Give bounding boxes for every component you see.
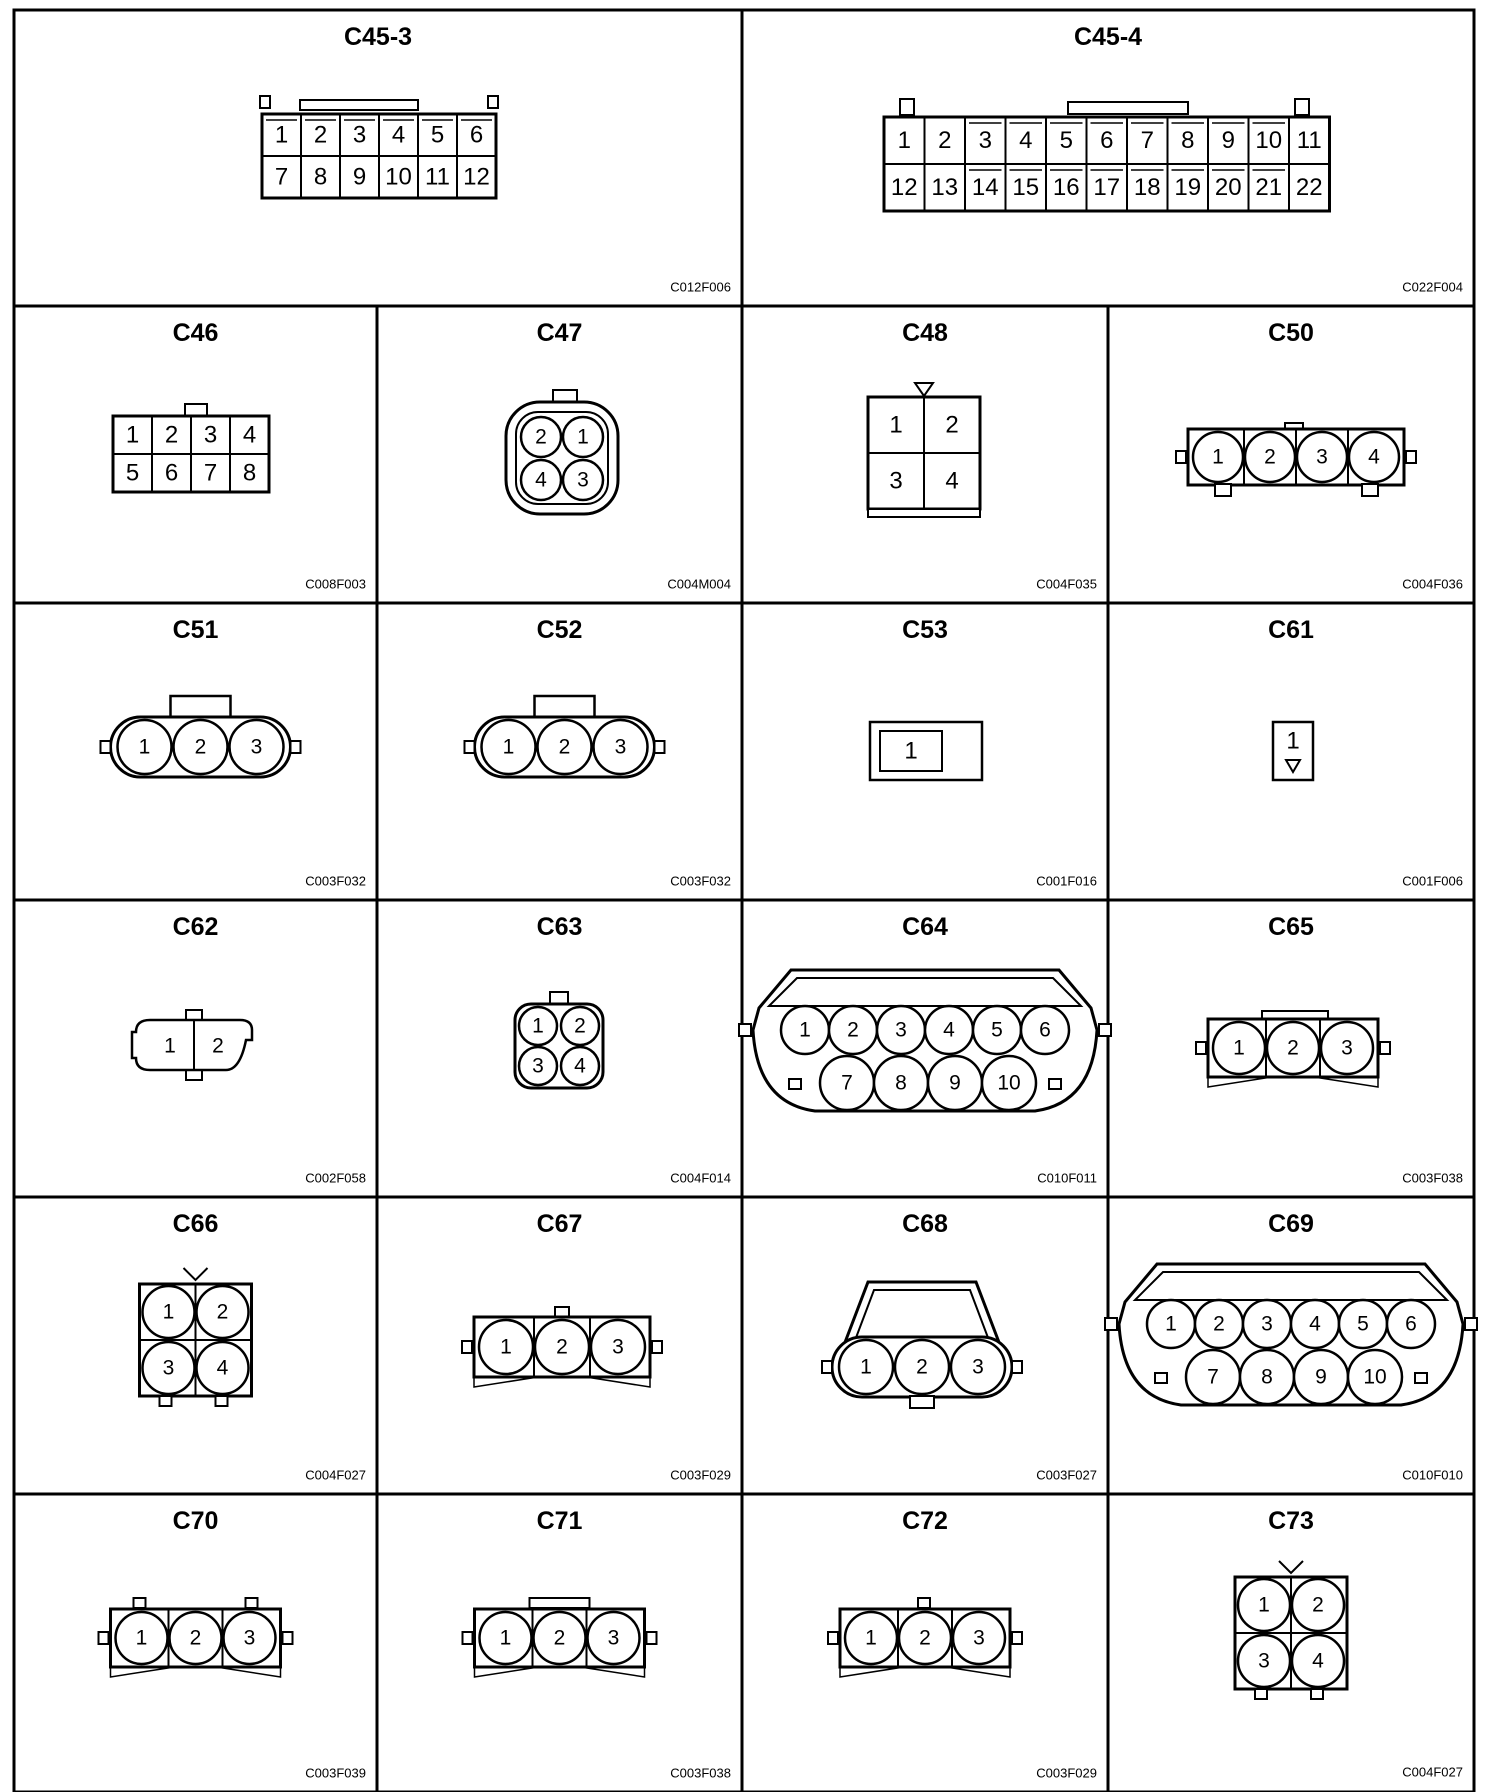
pin-number: 2 xyxy=(556,1335,568,1359)
pin-number: 1 xyxy=(1286,727,1300,755)
pin-number: 6 xyxy=(1039,1018,1051,1042)
pin-number: 2 xyxy=(313,121,328,149)
pin-number: 1 xyxy=(125,421,140,449)
connector-c50 xyxy=(1176,319,1463,592)
connector-title: C47 xyxy=(536,319,583,347)
connector-title: C61 xyxy=(1268,616,1314,644)
pin-number: 3 xyxy=(577,468,589,492)
pin-number: 11 xyxy=(1296,127,1322,154)
connector-c65 xyxy=(1196,913,1463,1186)
pin-number: 3 xyxy=(532,1054,544,1078)
pin-number: 1 xyxy=(500,1335,512,1359)
connector-c72 xyxy=(828,1507,1097,1781)
pin-number: 1 xyxy=(904,737,918,765)
connector-title: C52 xyxy=(536,616,583,644)
pin-number: 10 xyxy=(385,163,412,191)
pin-number: 21 xyxy=(1255,174,1283,201)
pin-number: 12 xyxy=(463,163,490,191)
drawing-code: C022F004 xyxy=(1402,279,1463,295)
connector-c47 xyxy=(506,319,731,592)
drawing-code: C012F006 xyxy=(670,279,731,295)
pin-number: 2 xyxy=(574,1014,586,1038)
pin-number: 1 xyxy=(799,1018,811,1042)
pin-number: 14 xyxy=(971,174,999,201)
drawing-code: C010F011 xyxy=(1037,1170,1097,1186)
pin-number: 2 xyxy=(1312,1593,1324,1617)
pin-number: 2 xyxy=(164,421,179,449)
pin-number: 15 xyxy=(1012,174,1040,201)
connector-title: C73 xyxy=(1268,1507,1314,1535)
drawing-code: C001F006 xyxy=(1402,873,1463,889)
pin-number: 2 xyxy=(553,1626,566,1650)
pin-number: 9 xyxy=(1315,1365,1327,1389)
connector-title: C53 xyxy=(902,616,948,644)
connector-c61 xyxy=(1268,616,1463,889)
connector-title: C50 xyxy=(1268,319,1314,347)
pin-number: 2 xyxy=(212,1034,224,1058)
pin-number: 3 xyxy=(1341,1036,1353,1060)
pin-number: 8 xyxy=(895,1071,907,1095)
pin-number: 5 xyxy=(125,459,140,487)
connector-title: C51 xyxy=(172,616,219,644)
pin-number: 3 xyxy=(607,1626,620,1650)
pin-number: 11 xyxy=(425,163,450,191)
connector-title: C70 xyxy=(172,1507,219,1535)
pin-number: 3 xyxy=(612,1335,624,1359)
drawing-code: C008F003 xyxy=(305,576,366,592)
connector-title: C64 xyxy=(902,913,948,941)
pin-number: 4 xyxy=(1368,445,1380,469)
pin-number: 3 xyxy=(1258,1649,1270,1673)
pin-number: 8 xyxy=(1181,127,1195,154)
drawing-code: C003F029 xyxy=(670,1467,731,1483)
connector-title: C71 xyxy=(536,1507,583,1535)
pin-number: 3 xyxy=(614,735,627,759)
connector-c51 xyxy=(101,616,367,889)
pin-number: 6 xyxy=(469,121,484,149)
pin-number: 1 xyxy=(532,1014,544,1038)
drawing-code: C002F058 xyxy=(305,1170,366,1186)
pin-number: 1 xyxy=(1212,445,1224,469)
pin-number: 3 xyxy=(203,421,218,449)
pin-number: 2 xyxy=(216,1300,229,1324)
connector-c64 xyxy=(739,913,1111,1186)
pin-number: 2 xyxy=(558,735,571,759)
pin-number: 5 xyxy=(1059,127,1073,154)
drawing-code: C003F032 xyxy=(670,873,731,889)
pin-number: 4 xyxy=(242,421,257,449)
pin-number: 8 xyxy=(313,163,328,191)
pin-number: 7 xyxy=(841,1071,853,1095)
connector-c62 xyxy=(132,913,366,1186)
pin-number: 9 xyxy=(352,163,367,191)
connector-c52 xyxy=(465,616,732,889)
pin-number: 1 xyxy=(889,411,903,439)
drawing-code: C003F038 xyxy=(670,1765,731,1781)
pin-number: 1 xyxy=(865,1626,877,1650)
pin-number: 1 xyxy=(1233,1036,1245,1060)
connector-title: C45-4 xyxy=(1073,23,1143,51)
pin-number: 1 xyxy=(577,425,589,449)
connector-title: C72 xyxy=(902,1507,948,1535)
pin-number: 3 xyxy=(1316,445,1328,469)
pin-number: 3 xyxy=(895,1018,907,1042)
pin-number: 2 xyxy=(1264,445,1276,469)
drawing-code: C003F032 xyxy=(305,873,366,889)
pin-number: 2 xyxy=(919,1626,931,1650)
table-grid xyxy=(14,10,1474,1792)
pin-number: 10 xyxy=(1255,127,1283,154)
connector-c68 xyxy=(822,1210,1097,1483)
pin-number: 1 xyxy=(138,735,151,759)
pin-number: 6 xyxy=(1100,127,1114,154)
pin-number: 5 xyxy=(991,1018,1003,1042)
pin-number: 3 xyxy=(978,127,992,154)
pin-number: 18 xyxy=(1133,174,1161,201)
drawing-code: C004F027 xyxy=(1402,1764,1463,1780)
pin-number: 1 xyxy=(135,1626,148,1650)
pin-number: 5 xyxy=(430,121,445,149)
pin-number: 1 xyxy=(860,1355,872,1379)
pin-number: 7 xyxy=(1207,1365,1219,1389)
pin-number: 4 xyxy=(216,1356,229,1380)
drawing-code: C003F039 xyxy=(305,1765,366,1781)
pin-number: 6 xyxy=(164,459,179,487)
connector-title: C67 xyxy=(536,1210,583,1238)
pin-number: 8 xyxy=(242,459,257,487)
pin-number: 3 xyxy=(889,467,903,495)
pin-number: 3 xyxy=(352,121,367,149)
pin-number: 2 xyxy=(847,1018,859,1042)
drawing-code: C010F010 xyxy=(1402,1467,1463,1483)
drawing-code: C001F016 xyxy=(1036,873,1097,889)
drawing-code: C004F035 xyxy=(1036,576,1097,592)
pin-number: 1 xyxy=(499,1626,512,1650)
connector-c45_4 xyxy=(884,23,1463,295)
pin-number: 2 xyxy=(189,1626,202,1650)
connector-c46 xyxy=(113,319,366,592)
pin-number: 4 xyxy=(1019,127,1033,154)
pin-number: 7 xyxy=(1140,127,1154,154)
connector-title: C68 xyxy=(902,1210,948,1238)
pin-number: 7 xyxy=(203,459,218,487)
connector-title: C69 xyxy=(1268,1210,1314,1238)
pin-number: 1 xyxy=(274,121,289,149)
pin-number: 5 xyxy=(1357,1312,1369,1336)
drawing-code: C003F038 xyxy=(1402,1170,1463,1186)
connector-c53 xyxy=(870,616,1097,889)
pin-number: 3 xyxy=(250,735,263,759)
connector-title: C66 xyxy=(172,1210,219,1238)
pin-number: 6 xyxy=(1405,1312,1417,1336)
pin-number: 16 xyxy=(1052,174,1080,201)
pin-number: 3 xyxy=(973,1626,985,1650)
pin-number: 10 xyxy=(997,1071,1021,1095)
pin-number: 3 xyxy=(972,1355,984,1379)
pin-number: 2 xyxy=(938,127,952,154)
pin-number: 9 xyxy=(949,1071,961,1095)
connector-c69 xyxy=(1105,1210,1477,1483)
pin-number: 2 xyxy=(916,1355,928,1379)
drawing-code: C003F027 xyxy=(1036,1467,1097,1483)
connector-c73 xyxy=(1235,1507,1463,1780)
pin-number: 19 xyxy=(1174,174,1202,201)
pin-number: 10 xyxy=(1363,1365,1387,1389)
pin-number: 1 xyxy=(162,1300,175,1324)
connector-c67 xyxy=(462,1210,731,1483)
pin-number: 1 xyxy=(164,1034,176,1058)
pin-number: 20 xyxy=(1214,174,1242,201)
pin-number: 12 xyxy=(890,174,918,201)
pin-number: 2 xyxy=(1213,1312,1225,1336)
pin-number: 2 xyxy=(945,411,959,439)
connector-title: C48 xyxy=(902,319,948,347)
drawing-code: C004F036 xyxy=(1402,576,1463,592)
connector-title: C65 xyxy=(1268,913,1314,941)
drawing-code: C003F029 xyxy=(1036,1765,1097,1781)
connector-c48 xyxy=(868,319,1097,592)
connector-c71 xyxy=(463,1507,732,1781)
connector-title: C46 xyxy=(172,319,219,347)
pin-number: 4 xyxy=(535,468,547,492)
pin-number: 1 xyxy=(502,735,515,759)
pin-number: 1 xyxy=(897,127,911,154)
pin-number: 4 xyxy=(1309,1312,1321,1336)
pin-number: 4 xyxy=(574,1054,586,1078)
pin-number: 4 xyxy=(391,121,406,149)
drawing-code: C004M004 xyxy=(667,576,731,592)
pin-number: 3 xyxy=(162,1356,175,1380)
connector-title: C62 xyxy=(172,913,219,941)
connector-c66 xyxy=(140,1210,367,1483)
pin-number: 2 xyxy=(1287,1036,1299,1060)
drawing-code: C004F014 xyxy=(670,1170,731,1186)
pin-number: 3 xyxy=(243,1626,256,1650)
connector-c63 xyxy=(515,913,731,1186)
connector-c45_3 xyxy=(260,23,731,295)
pin-number: 1 xyxy=(1258,1593,1270,1617)
pin-number: 8 xyxy=(1261,1365,1273,1389)
pin-number: 4 xyxy=(945,467,959,495)
connector-c70 xyxy=(99,1507,367,1781)
pin-number: 22 xyxy=(1295,174,1323,201)
pin-number: 3 xyxy=(1261,1312,1273,1336)
drawing-code: C004F027 xyxy=(305,1467,366,1483)
pin-number: 2 xyxy=(194,735,207,759)
pin-number: 4 xyxy=(943,1018,955,1042)
pin-number: 4 xyxy=(1312,1649,1324,1673)
connector-title: C63 xyxy=(536,913,583,941)
pin-number: 2 xyxy=(535,425,547,449)
pin-number: 9 xyxy=(1221,127,1235,154)
pin-number: 7 xyxy=(274,163,289,191)
pin-number: 17 xyxy=(1093,174,1121,201)
pin-number: 13 xyxy=(931,174,959,201)
connector-title: C45-3 xyxy=(343,23,413,51)
pin-number: 1 xyxy=(1165,1312,1177,1336)
